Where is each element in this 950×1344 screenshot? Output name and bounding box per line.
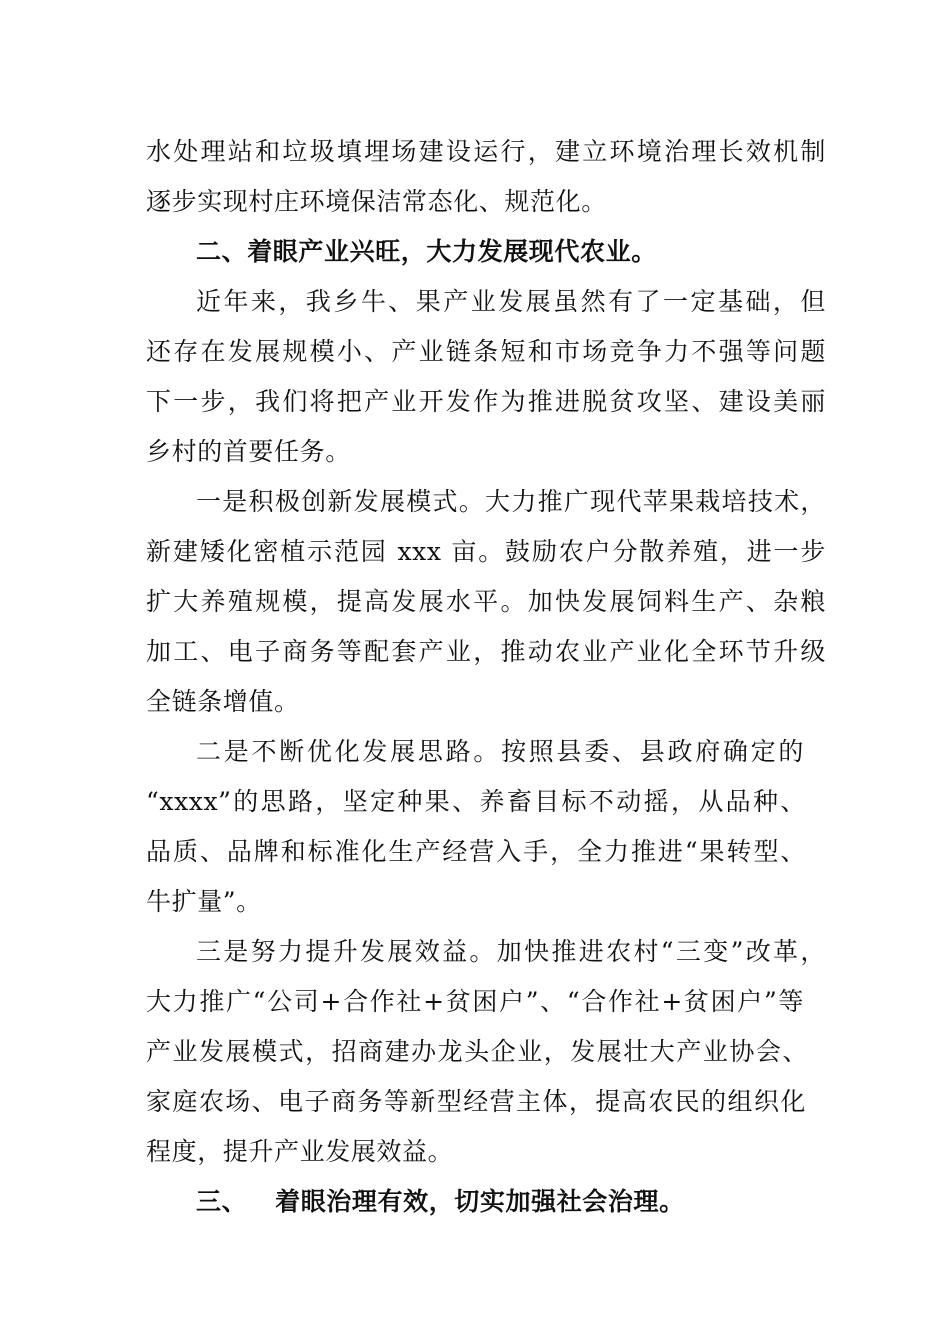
body-text-line: 扩大养殖规模，提高发展水平。加快发展饲料生产、杂粮 bbox=[146, 587, 826, 616]
body-text-line: 一是积极创新发展模式。大力推广现代苹果栽培技术， bbox=[196, 487, 826, 516]
body-text-line: “xxxx”的思路，坚定种果、养畜目标不动摇，从品种、 bbox=[146, 787, 806, 816]
body-text-line: 乡村的首要任务。 bbox=[146, 437, 351, 466]
body-text-line: 二是不断优化发展思路。按照县委、县政府确定的 bbox=[196, 737, 804, 766]
section-heading: 二、着眼产业兴旺，大力发展现代农业。 bbox=[196, 237, 657, 266]
body-text-line: 程度，提升产业发展效益。 bbox=[146, 1137, 454, 1166]
body-text-line: 近年来，我乡牛、果产业发展虽然有了一定基础，但 bbox=[196, 287, 826, 316]
body-text-line: 逐步实现村庄环境保洁常态化、规范化。 bbox=[146, 187, 607, 216]
body-text-line: 牛扩量”。 bbox=[146, 887, 262, 916]
section-heading: 三、 着眼治理有效，切实加强社会治理。 bbox=[196, 1187, 685, 1216]
body-text-line: 三是努力提升发展效益。加快推进农村“三变”改革， bbox=[196, 937, 826, 966]
body-text-line: 新建矮化密植示范园 xxx 亩。鼓励农户分散养殖，进一步 bbox=[146, 537, 826, 566]
body-text-line: 家庭农场、电子商务等新型经营主体，提高农民的组织化 bbox=[146, 1087, 806, 1116]
body-text-line: 品质、品牌和标准化生产经营入手，全力推进“果转型、 bbox=[146, 837, 806, 866]
body-text-line: 大力推广“公司+合作社+贫困户”、“合作社+贫困户”等 bbox=[146, 987, 804, 1016]
body-text-line: 全链条增值。 bbox=[146, 687, 300, 716]
body-text-line: 下一步，我们将把产业开发作为推进脱贫攻坚、建设美丽 bbox=[146, 387, 826, 416]
body-text-line: 水处理站和垃圾填埋场建设运行，建立环境治理长效机制 bbox=[146, 137, 826, 166]
body-text-line: 还存在发展规模小、产业链条短和市场竞争力不强等问题 bbox=[146, 337, 826, 366]
body-text-line: 加工、电子商务等配套产业，推动农业产业化全环节升级 bbox=[146, 637, 826, 666]
body-text-line: 产业发展模式，招商建办龙头企业，发展壮大产业协会、 bbox=[146, 1037, 808, 1066]
